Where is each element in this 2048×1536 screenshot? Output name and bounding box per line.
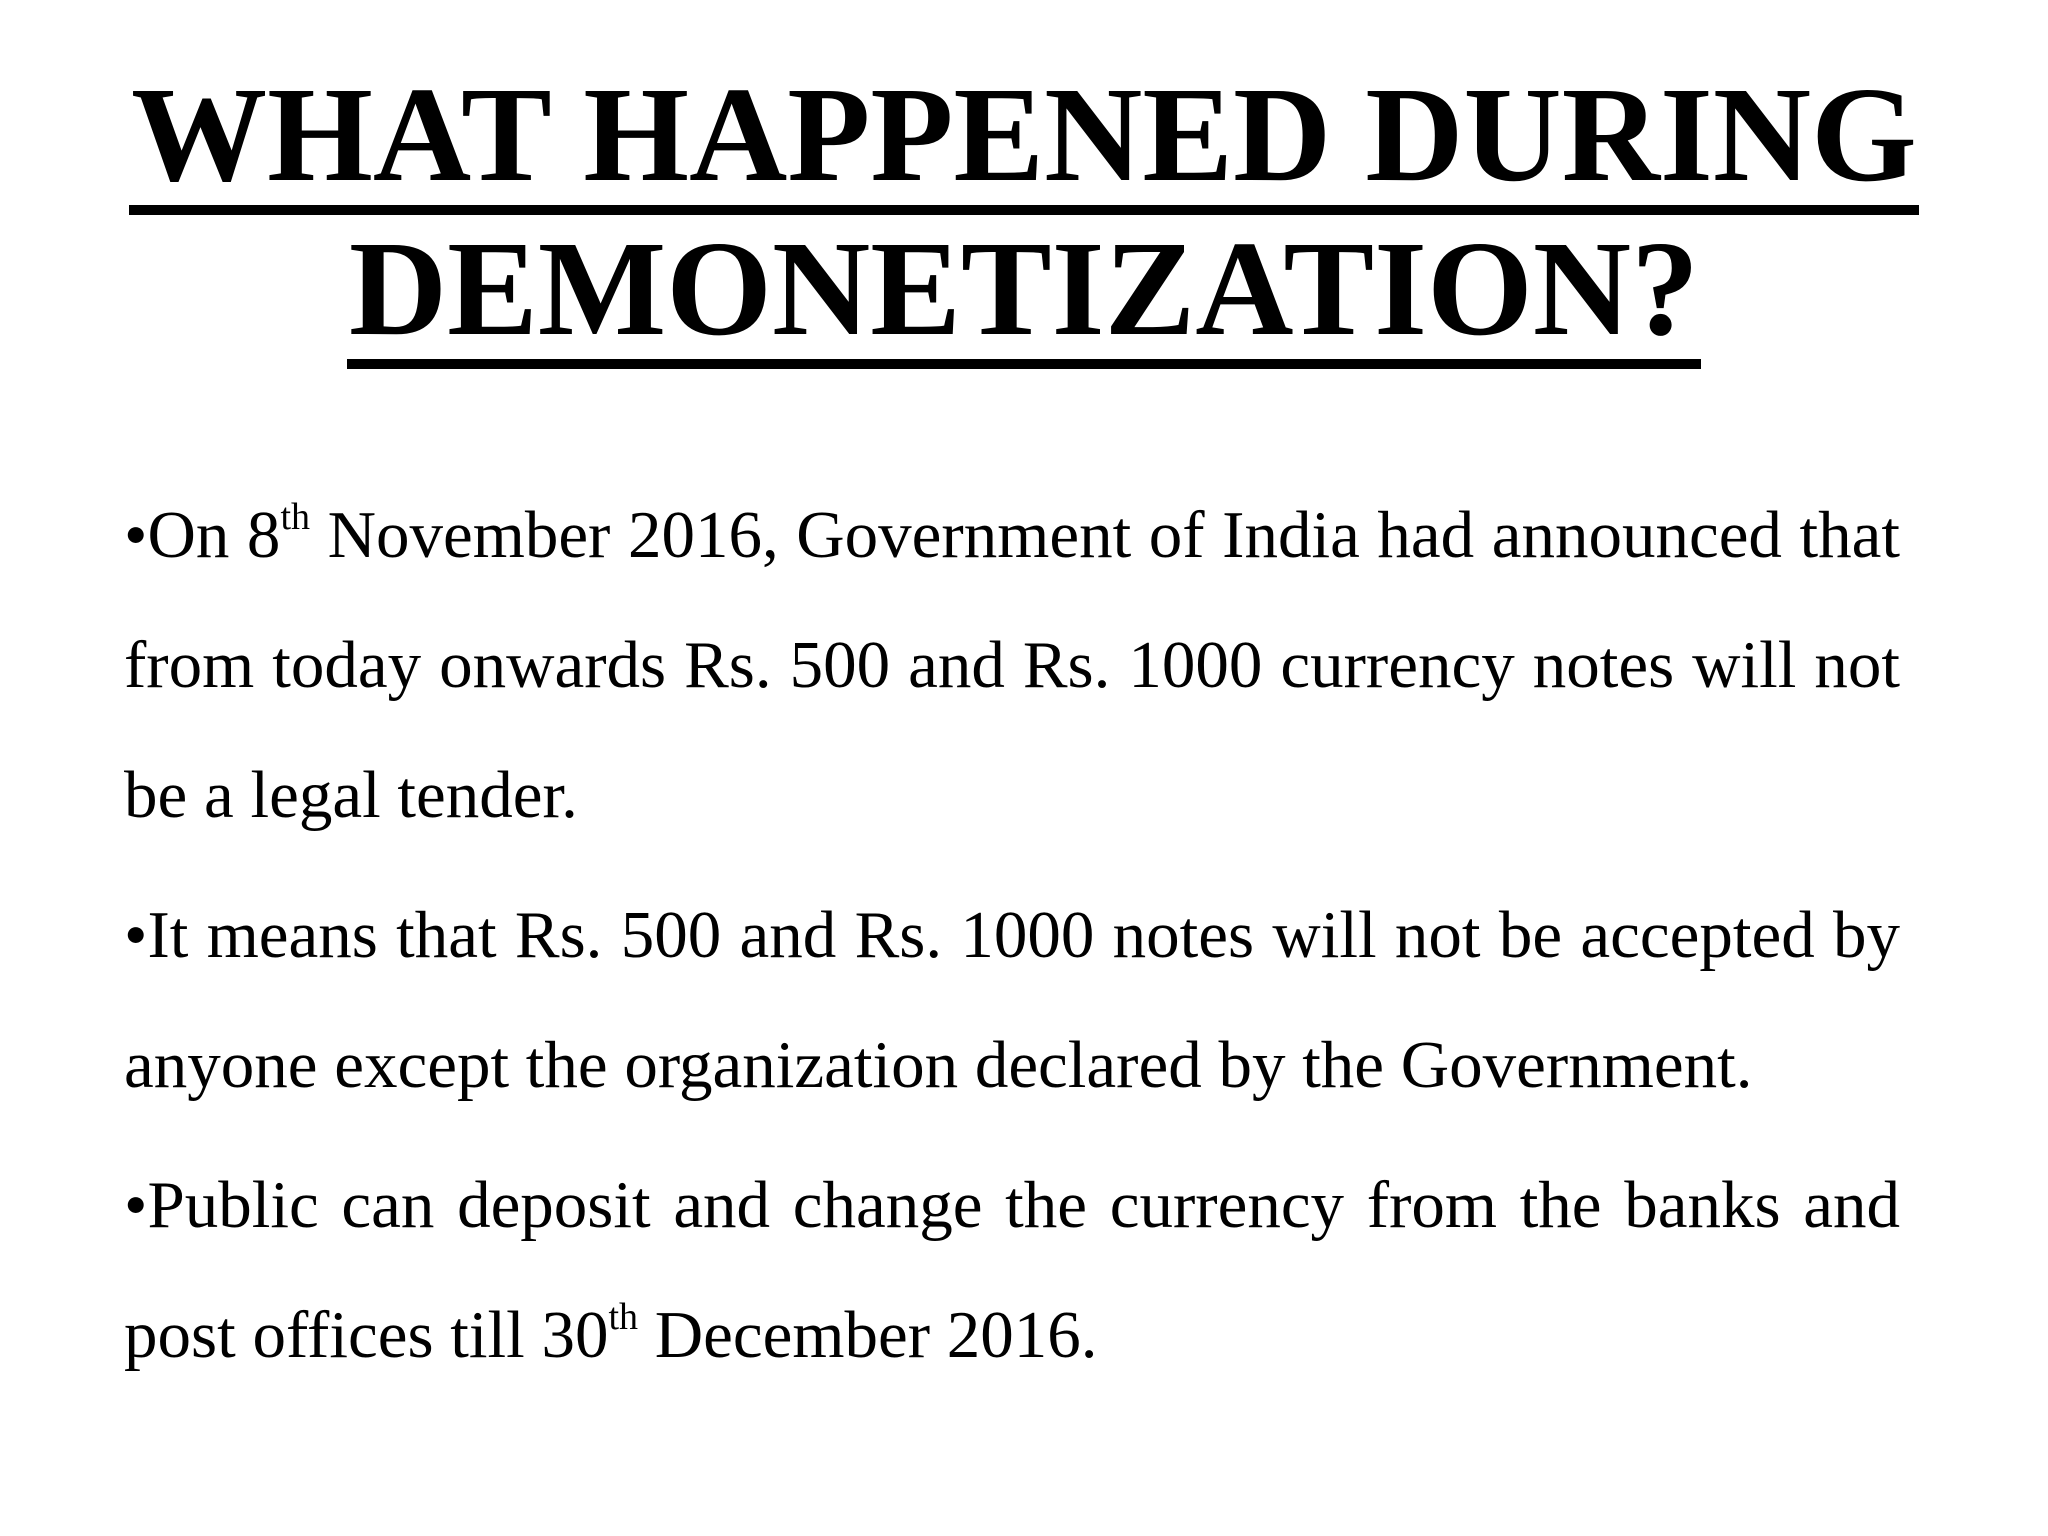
ordinal-suffix: th	[608, 1296, 639, 1338]
bullet-marker: •	[124, 898, 148, 972]
bullet-text-before: On 8	[147, 498, 281, 572]
bullet-text-after: November 2016, Government of India had announced that from today onwards Rs. 500 and Rs. 1000 currency notes will not be a legal tender.	[124, 498, 1900, 832]
bullet-item-2	[124, 870, 1900, 1130]
bullet-text-after: December 2016.	[638, 1298, 1098, 1372]
ordinal-suffix: th	[280, 496, 310, 538]
bullet-text-before: Public can deposit and change the currency from the banks and post offices till 30	[124, 1168, 1900, 1372]
bullet-item-1	[124, 470, 1900, 860]
bullet-item-3	[124, 1140, 1900, 1400]
bullet-marker: •	[124, 498, 148, 572]
title-line-1: WHAT HAPPENED DURING	[129, 65, 1919, 215]
bullet-marker: •	[124, 1168, 148, 1242]
title-line-2: DEMONETIZATION?	[347, 219, 1701, 369]
slide-title	[0, 58, 2048, 366]
bullet-text-before: It means that Rs. 500 and Rs. 1000 notes will not be accepted by anyone except the organization declared by the Government.	[124, 898, 1900, 1102]
bullet-list	[124, 470, 1900, 1410]
